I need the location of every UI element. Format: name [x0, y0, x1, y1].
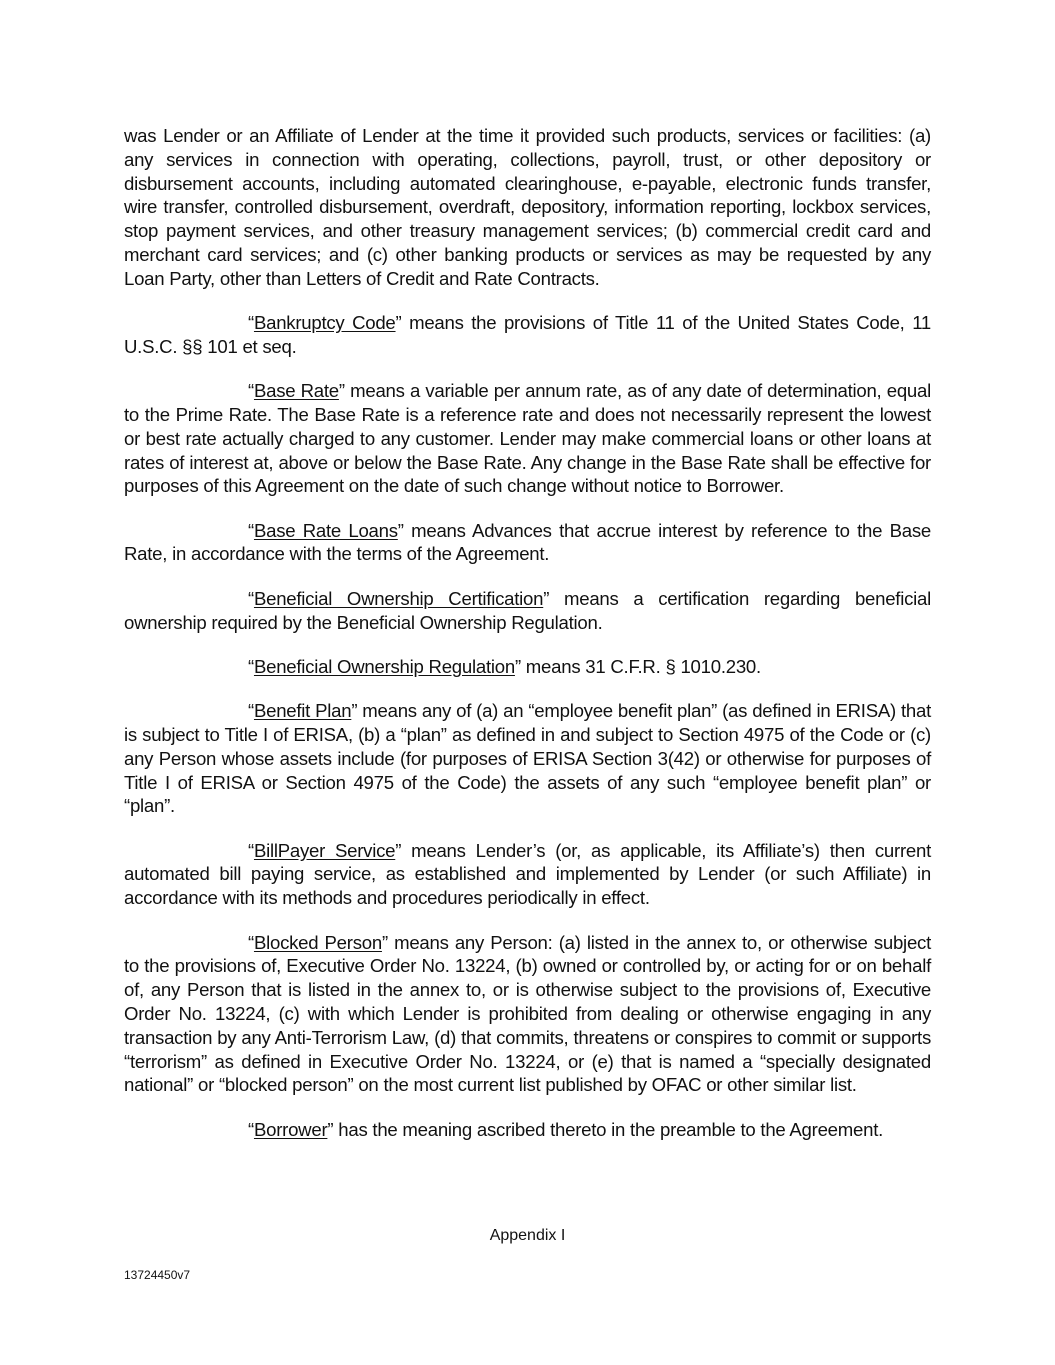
defined-term: Borrower	[253, 1118, 328, 1140]
definition-text: means a variable per annum rate, as of any date of determination, equal to the Prime Rate. The Base Rate is a reference rate and does not necessarily represent the lowest or best rate actually charged to any customer. Lender may make commercial loans or other loans at rates of interest at, above or below the Base Rate. Any change in the Base Rate shall be effective for purposes of this Agreement on the date of such change without notice to Borrower.	[124, 380, 931, 497]
open-quote: “	[248, 1118, 254, 1140]
close-quote: ”	[543, 587, 550, 609]
defined-term: Beneficial Ownership Regulation	[253, 655, 515, 677]
close-quote: ”	[397, 519, 404, 541]
definition-text: means Lender’s (or, as applicable, its Affiliate’s) then current automated bill paying service, as established and implemented by Lender (or such Affiliate) in accordance with its methods and procedures periodically in effect.	[124, 839, 931, 909]
open-quote: “	[248, 312, 254, 334]
document-id: 13724450v7	[124, 1268, 191, 1282]
defined-term: Beneficial Ownership Certification	[253, 587, 544, 609]
definition-bankruptcy-code	[124, 311, 931, 359]
definition-beneficial-ownership-regulation	[124, 655, 931, 679]
definition-text: means the provisions of Title 11 of the United States Code, 11 U.S.C. §§ 101 et seq.	[124, 312, 931, 357]
defined-term: BillPayer Service	[253, 839, 396, 861]
definition-borrower	[124, 1118, 931, 1142]
definition-text: means any Person: (a) listed in the annex to, or otherwise subject to the provisions of, Executive Order No. 13224, (b) owned or controlled by, or acting for or on behalf of, any Person that is listed in the annex to, or is otherwise subject to the provisions of, Executive Order No. 13224, (c) with which Lender is prohibited from dealing or otherwise engaging in any transaction by any Anti-Terrorism Law, (d) that commits, threatens or conspires to commit or supports “terrorism” as defined in Executive Order No. 13224, or (e) that is named a “specially designated national” or “blocked person” on the most current list published by OFAC or other similar list.	[124, 931, 931, 1096]
definition-billpayer-service	[124, 839, 931, 910]
continuation-paragraph: was Lender or an Affiliate of Lender at the time it provided such products, services or facilities: (a) any services in connection with operating, collections, payroll, trust, or other depository or disbursement accounts, including automated clearinghouse, e-payable, electronic funds transfer, wire transfer, controlled disbursement, overdraft, depository, information reporting, lockbox services, stop payment services, and other treasury management services; (b) commercial credit card and merchant card services; and (c) other banking products or services as may be requested by any Loan Party, other than Letters of Credit and Rate Contracts.	[124, 125, 931, 289]
open-quote: “	[248, 587, 254, 609]
close-quote: ”	[327, 1118, 334, 1140]
defined-term: Base Rate Loans	[253, 519, 398, 541]
definition-text: means any of (a) an “employee benefit plan” (as defined in ERISA) that is subject to Title I of ERISA, (b) a “plan” as defined in and subject to Section 4975 of the Code or (c) any Person whose assets include (for purposes of ERISA Section 3(42) or otherwise for purposes of Title I of ERISA or Section 4975 of the Code) the assets of any such “employee benefit plan” or “plan”.	[124, 700, 931, 817]
close-quote: ”	[514, 655, 521, 677]
open-quote: “	[248, 700, 254, 722]
close-quote: ”	[351, 700, 358, 722]
open-quote: “	[248, 380, 254, 402]
defined-term: Base Rate	[253, 380, 339, 402]
defined-term: Benefit Plan	[253, 700, 352, 722]
page-footer-title: Appendix I	[489, 1227, 566, 1244]
open-quote: “	[248, 655, 254, 677]
definition-benefit-plan	[124, 699, 931, 818]
open-quote: “	[248, 519, 254, 541]
definition-base-rate-loans	[124, 519, 931, 567]
close-quote: ”	[395, 312, 402, 334]
definition-base-rate	[124, 379, 931, 498]
definition-blocked-person	[124, 931, 931, 1098]
open-quote: “	[248, 931, 254, 953]
definition-beneficial-ownership-certification	[124, 587, 931, 635]
definition-text: means Advances that accrue interest by reference to the Base Rate, in accordance with the terms of the Agreement.	[124, 519, 931, 565]
defined-term: Bankruptcy Code	[253, 312, 396, 334]
definition-text: means a certification regarding beneficial ownership required by the Beneficial Ownership Regulation.	[124, 587, 932, 633]
open-quote: “	[248, 839, 254, 861]
defined-term: Blocked Person	[253, 931, 382, 953]
definition-text: has the meaning ascribed thereto in the preamble to the Agreement.	[333, 1118, 884, 1140]
close-quote: ”	[395, 839, 402, 861]
document-body	[124, 124, 931, 1162]
close-quote: ”	[381, 931, 388, 953]
definition-text: means 31 C.F.R. § 1010.230.	[520, 655, 761, 677]
close-quote: ”	[338, 380, 345, 402]
